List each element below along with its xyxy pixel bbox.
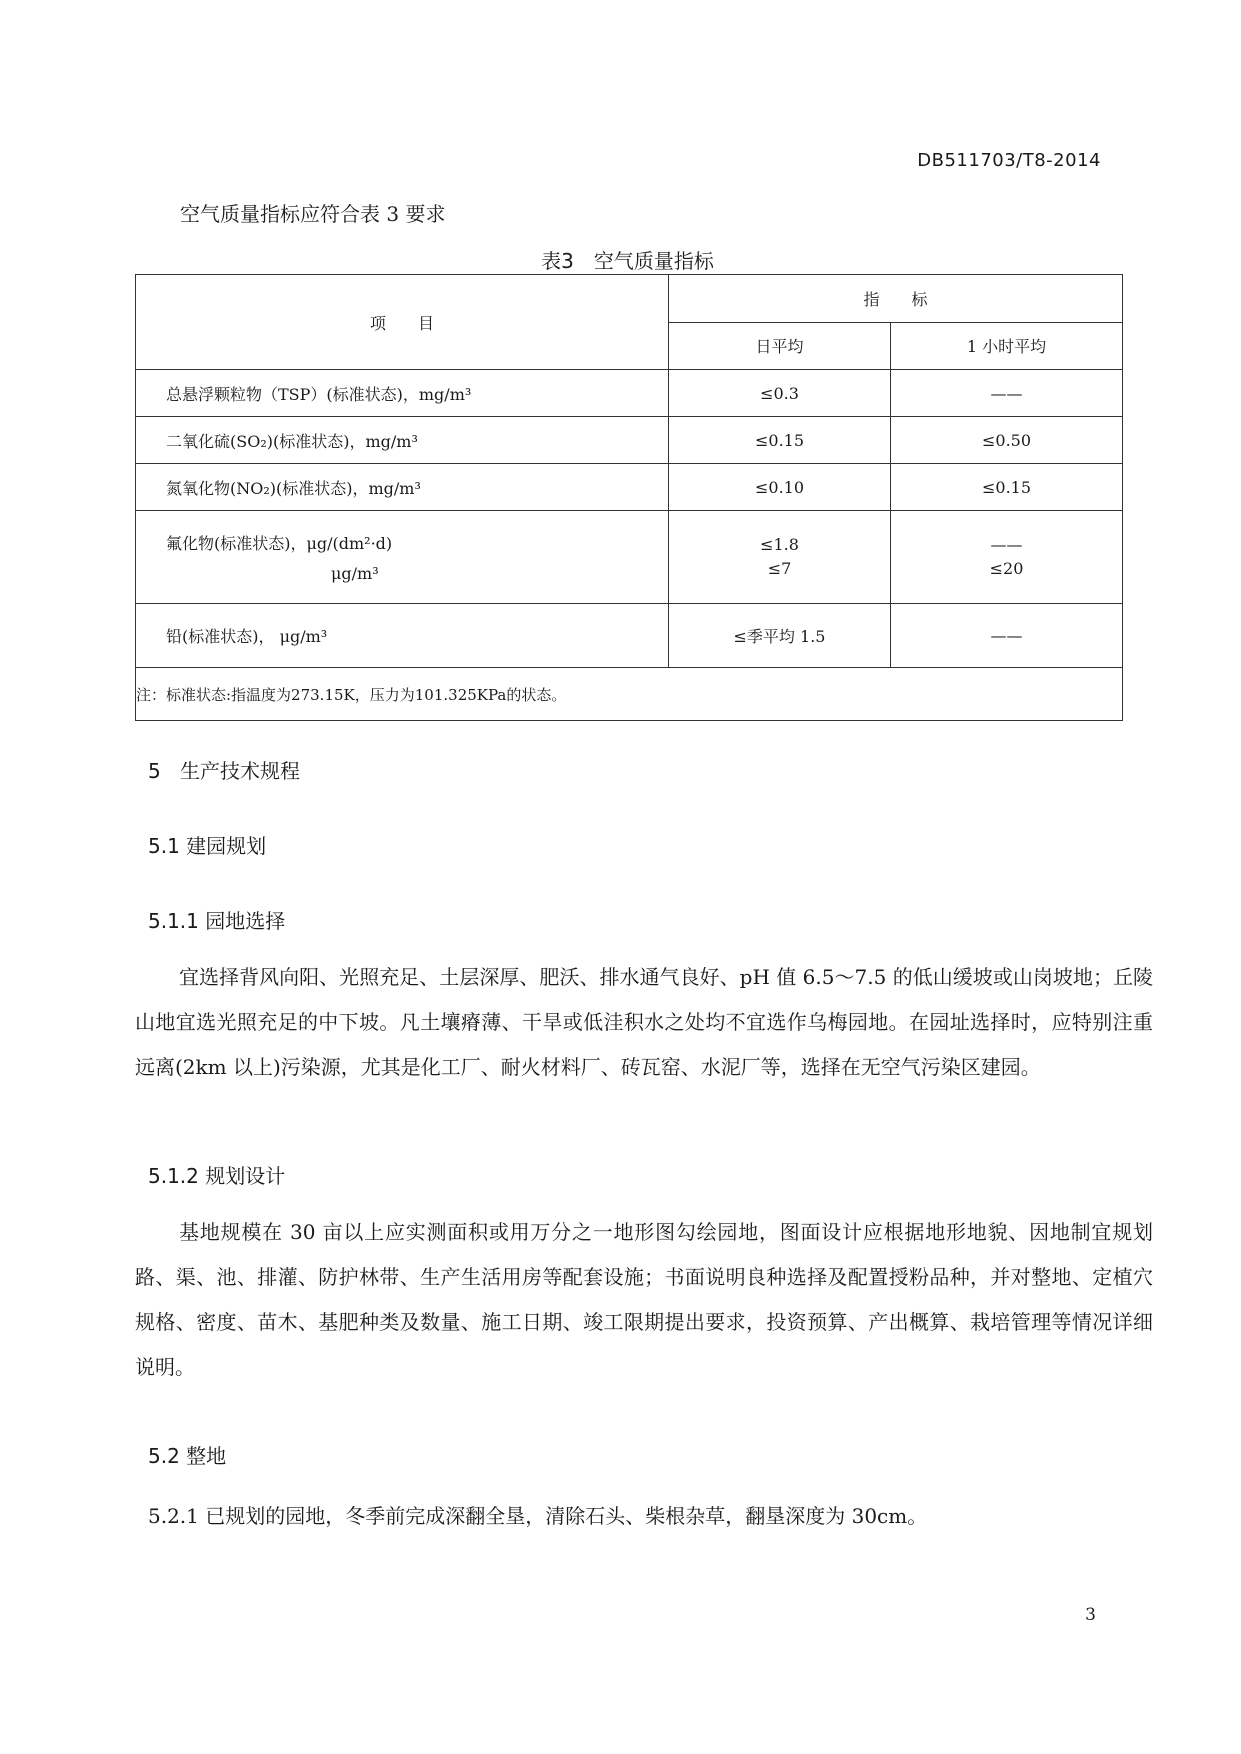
section-5-1-2-heading: 5.1.2 规划设计 — [148, 1164, 286, 1188]
row-hourly: —— — [891, 370, 1123, 417]
section-5-title: 生产技术规程 — [180, 759, 300, 783]
row-daily: ≤0.3 — [669, 370, 891, 417]
section-5-1-heading: 5.1 建园规划 — [148, 834, 267, 858]
row-hourly: —— — [891, 604, 1123, 668]
row-daily: ≤0.15 — [669, 417, 891, 464]
header-item — [136, 275, 669, 370]
row-daily-line1: ≤1.8 — [760, 535, 799, 554]
row-hourly-line2: ≤20 — [989, 559, 1024, 578]
table-row — [136, 604, 1123, 668]
intro-text: 空气质量指标应符合表 3 要求 — [180, 202, 446, 226]
header-indicator — [669, 275, 1123, 323]
row-item-line2: μg/m³ — [331, 564, 379, 583]
section-5-1-2-paragraph: 基地规模在 30 亩以上应实测面积或用万分之一地形图勾绘园地，图面设计应根据地形地貌、因地制宜规划路、渠、池、排灌、防护林带、生产生活用房等配套设施；书面说明良种选择及配置授粉品种，并对整地、定植穴规格、密度、苗木、基肥种类及数量、施工日期、竣工限期提出要求，投资预算、产出概算、栽培管理等情况详细说明。 — [135, 1220, 1153, 1379]
table-row — [136, 370, 1123, 417]
row-item — [136, 511, 669, 604]
row-item: 铅(标准状态)， μg/m³ — [136, 604, 669, 668]
row-hourly-line1: —— — [990, 535, 1023, 554]
header-daily-avg — [669, 322, 891, 370]
table-row — [136, 417, 1123, 464]
section-5-1-1-paragraph: 宜选择背风向阳、光照充足、土层深厚、肥沃、排水通气良好、pH 值 6.5～7.5 的低山缓坡或山岗坡地；丘陵山地宜选光照充足的中下坡。凡土壤瘠薄、干旱或低洼积水之处均不宜选作乌梅园地。在园址选择时，应特别注重远离(2km 以上)污染源，尤其是化工厂、耐火材料厂、砖瓦窑、水泥厂等，选择在无空气污染区建园。 — [135, 965, 1153, 1079]
row-item: 二氧化硫(SO₂)(标准状态)，mg/m³ — [136, 417, 669, 464]
header-indicator-label: 指 标 — [863, 289, 928, 309]
row-item: 氮氧化物(NO₂)(标准状态)，mg/m³ — [136, 464, 669, 511]
row-hourly: ≤0.50 — [891, 417, 1123, 464]
section-5-2-1-paragraph: 5.2.1 已规划的园地，冬季前完成深翻全垦，清除石头、柴根杂草，翻垦深度为 30cm。 — [148, 1504, 928, 1528]
page-number: 3 — [1085, 1605, 1096, 1625]
document-code: DB511703/T8-2014 — [917, 150, 1101, 171]
row-daily: ≤0.10 — [669, 464, 891, 511]
header-daily-avg-label: 日平均 — [755, 337, 804, 357]
table-row — [136, 464, 1123, 511]
section-5-number: 5 — [148, 759, 161, 783]
row-hourly — [891, 511, 1123, 604]
header-hourly-avg — [891, 322, 1123, 370]
table-row — [136, 511, 1123, 604]
section-5-1-1-heading: 5.1.1 园地选择 — [148, 909, 286, 933]
row-item: 总悬浮颗粒物（TSP）(标准状态)，mg/m³ — [136, 370, 669, 417]
section-5-2-heading: 5.2 整地 — [148, 1444, 227, 1468]
section-5-heading — [148, 755, 300, 784]
air-quality-table — [135, 274, 1123, 721]
row-item-line1: 氟化物(标准状态)，μg/(dm²·d) — [166, 534, 393, 553]
row-daily: ≤季平均 1.5 — [669, 604, 891, 668]
header-item-label: 项 目 — [369, 313, 434, 333]
table-note-row — [136, 668, 1123, 721]
row-hourly: ≤0.15 — [891, 464, 1123, 511]
row-daily-line2: ≤7 — [767, 559, 792, 578]
table-caption: 表3 空气质量指标 — [541, 249, 714, 273]
row-daily — [669, 511, 891, 604]
table-note: 注：标准状态:指温度为273.15K，压力为101.325KPa的状态。 — [136, 668, 1123, 721]
header-hourly-avg-label: 1 小时平均 — [966, 337, 1047, 357]
